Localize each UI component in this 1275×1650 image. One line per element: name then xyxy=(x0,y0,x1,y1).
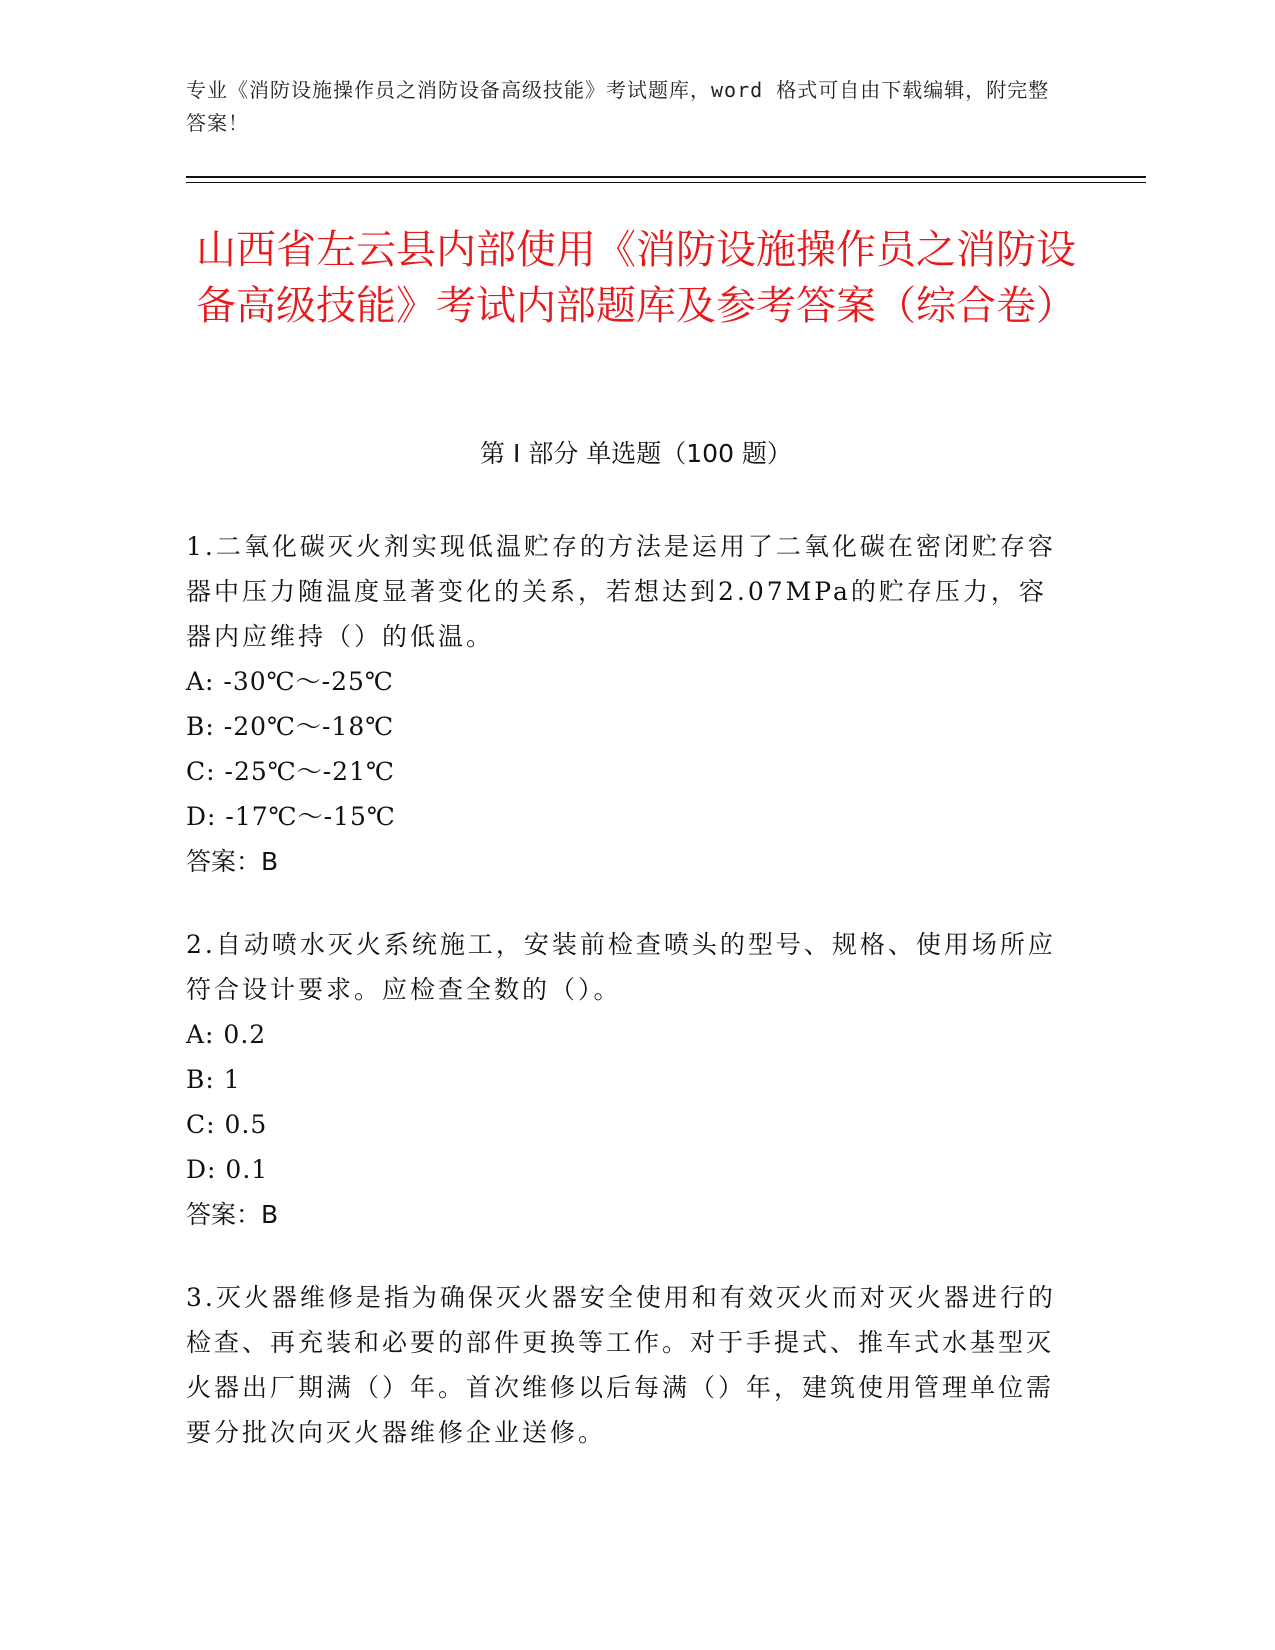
answer-line: 答案：B xyxy=(186,847,279,876)
option-b: B: 1 xyxy=(186,1065,241,1094)
question-stem: 2.自动喷水灭火系统施工，安装前检查喷头的型号、规格、使用场所应符合设计要求。应检查全数的（）。 xyxy=(186,930,1056,1004)
option-c: C: -25℃～-21℃ xyxy=(186,757,395,786)
answer-line: 答案：B xyxy=(186,1200,279,1229)
option-d: D: 0.1 xyxy=(186,1155,269,1184)
option-b: B: -20℃～-18℃ xyxy=(186,712,395,741)
option-a: A: -30℃～-25℃ xyxy=(186,667,394,696)
section-title: 第 I 部分 单选题（100 题） xyxy=(480,439,792,468)
header-divider-thin xyxy=(186,182,1146,183)
question-stem: 3.灭火器维修是指为确保灭火器安全使用和有效灭火而对灭火器进行的检查、再充装和必要的部件更换等工作。对于手提式、推车式水基型灭火器出厂期满（）年。首次维修以后每满（）年，建筑使用管理单位需要分批次向灭火器维修企业送修。 xyxy=(186,1283,1056,1447)
question-list xyxy=(186,524,1066,1493)
question-2 xyxy=(186,922,1066,1237)
question-1 xyxy=(186,524,1066,884)
header-note: 专业《消防设施操作员之消防设备高级技能》考试题库，word 格式可自由下载编辑，附完整答案！ xyxy=(186,78,1050,135)
header-divider xyxy=(186,176,1146,178)
option-a: A: 0.2 xyxy=(186,1020,267,1049)
option-d: D: -17℃～-15℃ xyxy=(186,802,396,831)
question-3 xyxy=(186,1275,1066,1455)
document-title: 山西省左云县内部使用《消防设施操作员之消防设备高级技能》考试内部题库及参考答案（综合卷） xyxy=(196,227,1076,329)
question-stem: 1.二氧化碳灭火剂实现低温贮存的方法是运用了二氧化碳在密闭贮存容器中压力随温度显著变化的关系，若想达到2.07MPa的贮存压力，容器内应维持（）的低温。 xyxy=(186,532,1056,651)
option-c: C: 0.5 xyxy=(186,1110,268,1139)
